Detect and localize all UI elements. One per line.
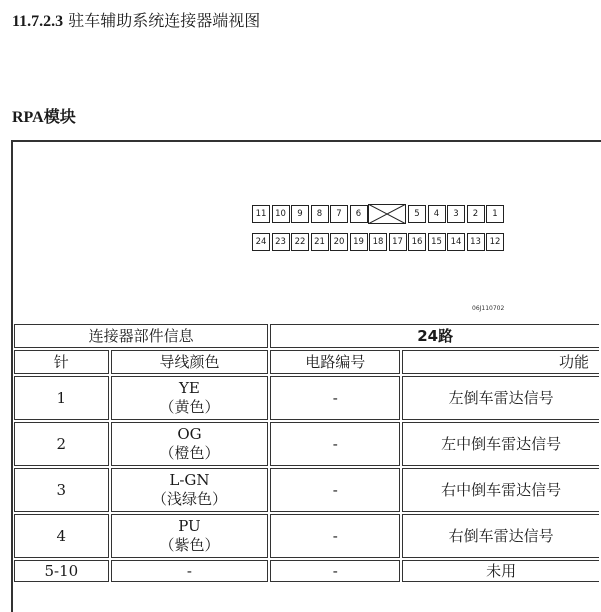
pin-6: 6	[350, 205, 368, 223]
wire-color-name: （橙色）	[159, 444, 220, 462]
pin-18: 18	[369, 233, 387, 251]
pin-11: 11	[252, 205, 270, 223]
table-row	[14, 560, 599, 582]
table-header-row	[14, 350, 599, 374]
wire-color-code: PU	[178, 517, 201, 535]
pin-24: 24	[252, 233, 270, 251]
function-cell: 未用	[402, 560, 599, 582]
header-wire-color: 导线颜色	[111, 350, 269, 374]
pin-21: 21	[311, 233, 329, 251]
circuit-cell: -	[270, 468, 400, 512]
table-row	[14, 468, 599, 512]
wire-color-cell	[111, 376, 269, 420]
pin-13: 13	[467, 233, 485, 251]
pin-1: 1	[486, 205, 504, 223]
circuit-cell: -	[270, 560, 400, 582]
header-circuit: 电路编号	[270, 350, 400, 374]
pinout-table	[12, 322, 601, 584]
pin-cell: 1	[14, 376, 109, 420]
section-title: 驻车辅助系统连接器端视图	[68, 11, 261, 30]
table-row	[14, 514, 599, 558]
table-info-row	[14, 324, 599, 348]
pin-20: 20	[330, 233, 348, 251]
wire-color-cell	[111, 468, 269, 512]
module-title-text: RPA模块	[12, 109, 76, 126]
pin-4: 4	[428, 205, 446, 223]
wire-color-cell	[111, 514, 269, 558]
pin-17: 17	[389, 233, 407, 251]
table-row	[14, 376, 599, 420]
circuit-cell: -	[270, 376, 400, 420]
function-cell: 右倒车雷达信号	[402, 514, 599, 558]
pin-8: 8	[311, 205, 329, 223]
pin-10: 10	[272, 205, 290, 223]
wire-color-code: L-GN	[169, 471, 210, 489]
pin-9: 9	[291, 205, 309, 223]
pin-5: 5	[408, 205, 426, 223]
image-code: 06J110702	[472, 305, 505, 312]
function-cell: 左中倒车雷达信号	[402, 422, 599, 466]
pin-7: 7	[330, 205, 348, 223]
wire-color-name: （黄色）	[159, 398, 220, 416]
table-row	[14, 422, 599, 466]
pin-23: 23	[272, 233, 290, 251]
pin-cell: 5-10	[14, 560, 109, 582]
section-number: 11.7.2.3	[12, 13, 64, 30]
pin-cell: 3	[14, 468, 109, 512]
pin-cell: 2	[14, 422, 109, 466]
pin-14: 14	[447, 233, 465, 251]
wire-color-name: （浅绿色）	[151, 490, 227, 508]
info-label: 连接器部件信息	[14, 324, 268, 348]
wire-color-name: （紫色）	[159, 536, 220, 554]
header-function: 功能	[402, 350, 599, 374]
header-pin: 针	[14, 350, 109, 374]
pin-16: 16	[408, 233, 426, 251]
function-cell: 右中倒车雷达信号	[402, 468, 599, 512]
section-heading	[12, 8, 260, 31]
wire-color-code: YE	[179, 379, 200, 397]
pin-3: 3	[447, 205, 465, 223]
pin-15: 15	[428, 233, 446, 251]
pin-19: 19	[350, 233, 368, 251]
module-title	[12, 104, 76, 127]
circuit-count	[270, 324, 599, 348]
connector-diagram	[14, 143, 601, 318]
blocked-cavity-icon	[368, 204, 406, 224]
wire-color-cell	[111, 422, 269, 466]
pin-2: 2	[467, 205, 485, 223]
circuit-cell: -	[270, 422, 400, 466]
pin-22: 22	[291, 233, 309, 251]
wire-color-cell: -	[111, 560, 269, 582]
pin-12: 12	[486, 233, 504, 251]
circuit-cell: -	[270, 514, 400, 558]
wire-color-code: OG	[177, 425, 202, 443]
function-cell: 左倒车雷达信号	[402, 376, 599, 420]
circuit-count-text: 24路	[417, 326, 454, 345]
pin-cell: 4	[14, 514, 109, 558]
